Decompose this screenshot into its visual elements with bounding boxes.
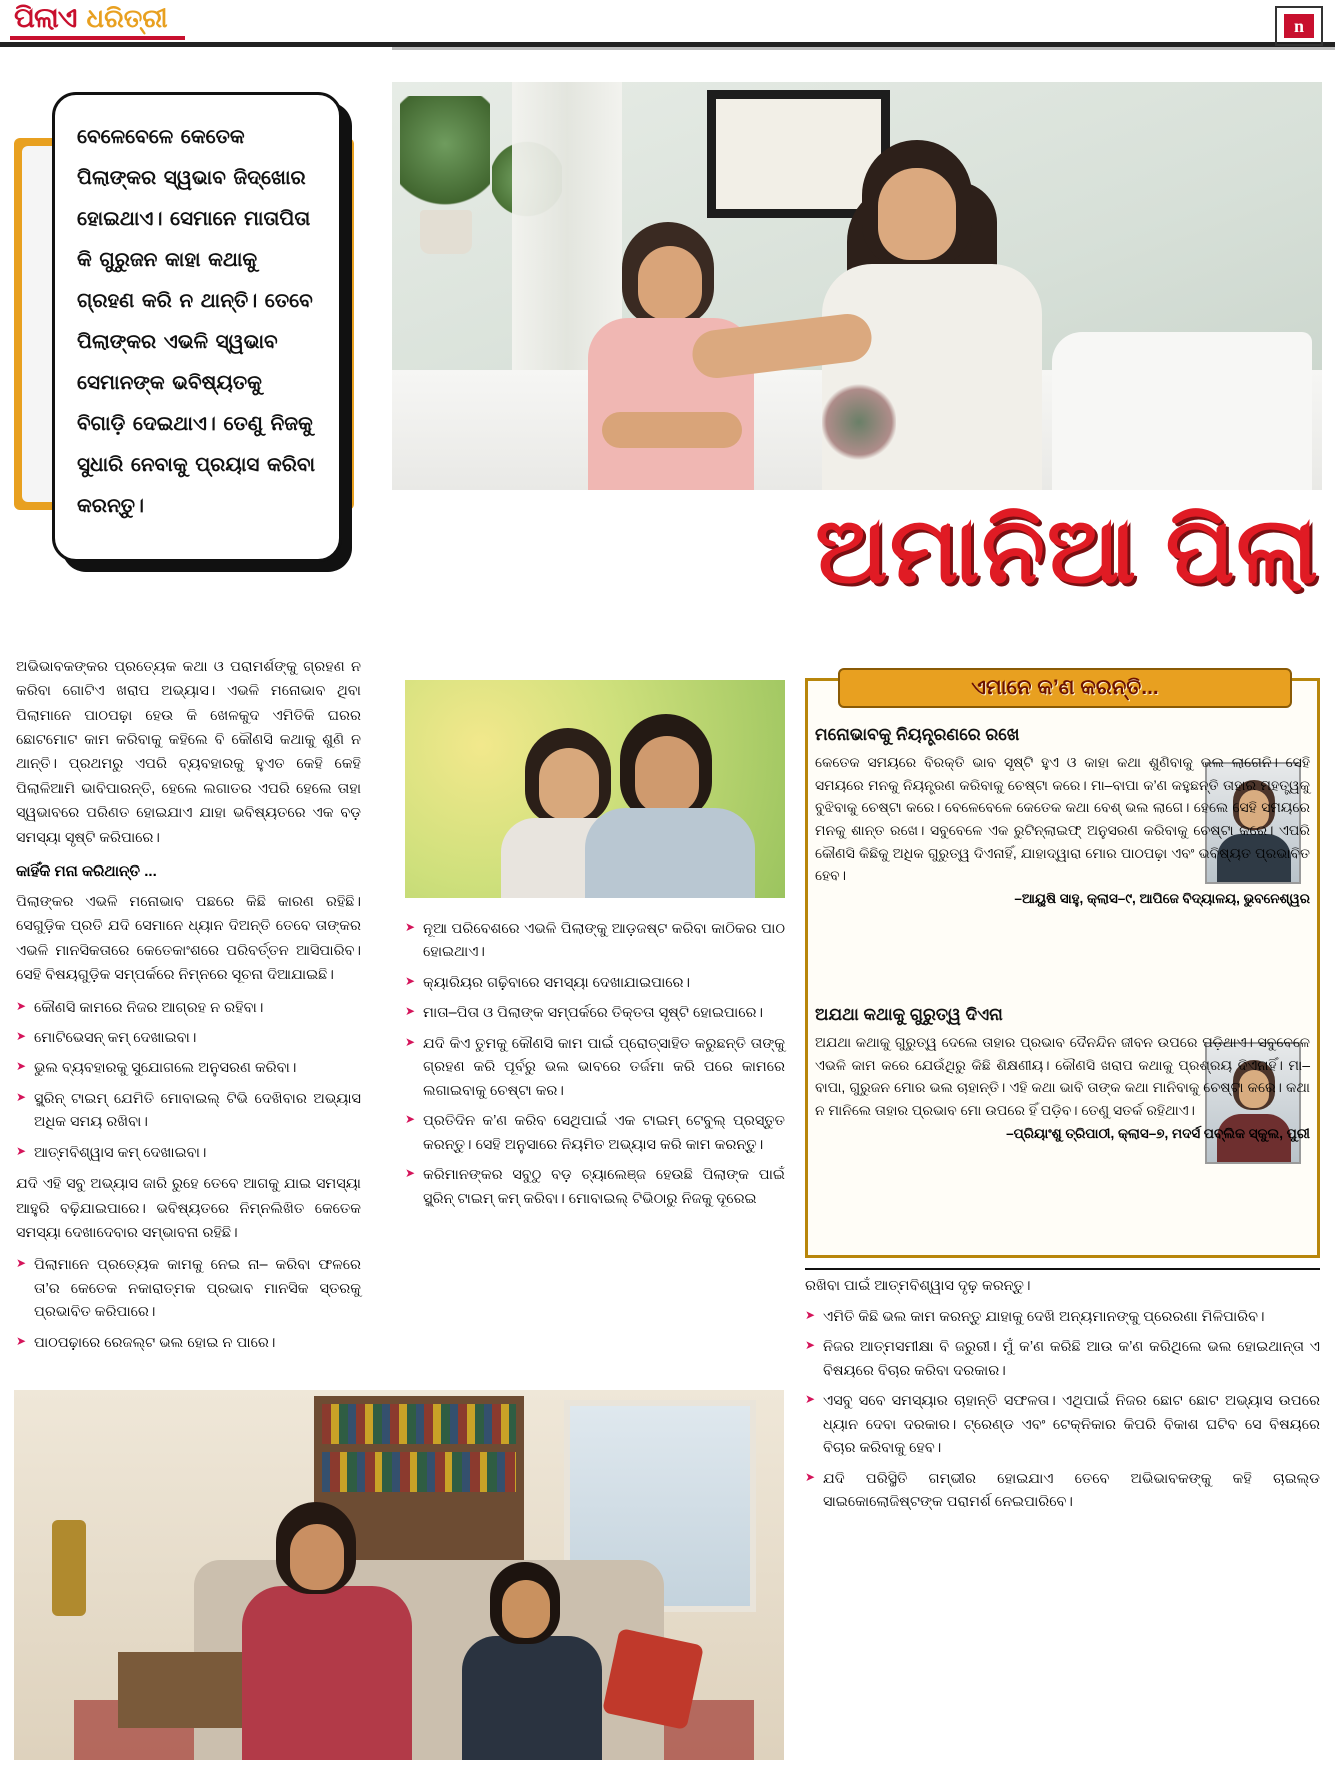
hero-pot bbox=[420, 210, 472, 254]
list-item: ➤ କ୍ୟାରିୟର ଗଢ଼ିବାରେ ସମସ୍ୟା ଦେଖାଯାଇପାରେ। bbox=[405, 972, 785, 995]
list-item: ➤ ପିଲାମାନେ ପ୍ରତ୍ୟେକ କାମକୁ ନେଇ ନା– କରିବା ଫଳରେ ତା’ର କେତେକ ନକାରାତ୍ମକ ପ୍ରଭାବ ମାନସିକ ସ୍ତରକୁ ପ୍ରଭାବିତ କରିପାରେ। bbox=[16, 1254, 361, 1324]
hero-photo-mother-scolding-daughter bbox=[392, 82, 1322, 490]
middle-adult-face bbox=[635, 736, 699, 814]
masthead-rule-secondary bbox=[392, 47, 1335, 50]
bottom-books-row-2 bbox=[322, 1452, 516, 1492]
quote-2-attribution: –ପ୍ରିୟାଂଶୁ ତ୍ରିପାଠୀ, କ୍ଲାସ–୭, ମଦର୍ସ ପବ୍ଲିକ ସ୍କୁଲ, ପୁରୀ bbox=[1006, 1125, 1310, 1141]
list-item: ➤ ଯଦି ପରିସ୍ଥିତି ଗମ୍ଭୀର ହୋଇଯାଏ ତେବେ ଅଭିଭାବକଙ୍କୁ କହି ଚାଇଲ୍ଡ ସାଇକୋଲୋଜିଷ୍ଟଙ୍କ ପରାମର୍ଶ ନେଇପାରିବେ। bbox=[805, 1468, 1320, 1515]
list-item: ➤ ପ୍ରତିଦିନ କ’ଣ କରିବ ସେଥିପାଇଁ ଏକ ଟାଇମ୍‌ ଟେବୁଲ୍‌ ପ୍ରସ୍ତୁତ କରନ୍ତୁ। ସେହି ଅନୁସାରେ ନିୟମିତ ଅଭ୍ୟାସ କରି କାମ କରନ୍ତୁ। bbox=[405, 1110, 785, 1157]
list-item: ➤ ଭୁଲ ବ୍ୟବହାରକୁ ସୁଯୋଗଲେ ଅନୁସରଣ କରିବା। bbox=[16, 1057, 361, 1080]
intro-box bbox=[52, 92, 342, 562]
list-item: ➤ ଯଦି କିଏ ତୁମକୁ କୌଣସି କାମ ପାଇଁ ପ୍ରୋତ୍ସାହିତ କରୁଛନ୍ତି ତାଙ୍କୁ ଗ୍ରହଣ କରି ପୂର୍ବରୁ ଭଲ ଭାବରେ ତର୍ଜମା କରି ପରେ କାମରେ ଲଗାଇବାକୁ ଚେଷ୍ଟା କର। bbox=[405, 1033, 785, 1103]
sidebar-quote-1 bbox=[815, 725, 1310, 907]
intro-callout bbox=[14, 80, 364, 530]
list-item: ➤ ପାଠପଢ଼ାରେ ରେଜଲ୍ଟ ଭଲ ହୋଇ ନ ପାରେ। bbox=[16, 1332, 361, 1355]
left-subheading: କାହିଁକି ମନା କରିଥାନ୍ତି ... bbox=[16, 862, 157, 880]
bottom-right-lead: ରଖିବା ପାଇଁ ଆତ୍ମବିଶ୍ୱାସ ଦୃଢ଼ କରନ୍ତୁ। bbox=[805, 1278, 1031, 1294]
left-paragraph-1: ଅଭିଭାବକଙ୍କର ପ୍ରତ୍ୟେକ କଥା ଓ ପରାମର୍ଶଙ୍କୁ ଗ୍ରହଣ ନ କରିବା ଗୋଟିଏ ଖରାପ ଅଭ୍ୟାସ। ଏଭଳି ମନୋଭାବ ଥିବା ପିଲାମାନେ ପାଠପଢ଼ା ହେଉ କି ଖେଳକୁଦ ଏମିତିକି ଘରର ଛୋଟମୋଟ କାମ କରିବାକୁ କହିଲେ ବି କୌଣସି କଥାକୁ ଶୁଣି ନ ଥାନ୍ତି। ପ୍ରଥମରୁ ଏପରି ବ୍ୟବହାରକୁ ହୁଏତ କେହି କେହି ପିଲାଳିଆମି ଭାବିପାରନ୍ତି, ହେଲେ ଲଗାତର ଏପରି ହେଲେ ତାହା ସ୍ୱଭାବରେ ପରିଣତ ହୋଇଯାଏ ଯାହା ଭବିଷ୍ୟତରେ ଏକ ବଡ଼ ସମସ୍ୟା ସୃଷ୍ଟି କରିପାରେ। bbox=[16, 659, 361, 846]
list-item: ➤ ଆତ୍ମବିଶ୍ୱାସ କମ୍‌ ଦେଖାଇବା। bbox=[16, 1142, 361, 1165]
list-item: ➤ ମାତା–ପିତା ଓ ପିଲାଙ୍କ ସମ୍ପର୍କରେ ତିକ୍ତତା ସୃଷ୍ଟି ହୋଇପାରେ। bbox=[405, 1002, 785, 1025]
logo-secondary-text: ଧରିତ୍ରୀ bbox=[86, 3, 168, 33]
article-middle-column bbox=[405, 918, 785, 1218]
sidebar-title-banner: ଏମାନେ କ’ଣ କରନ୍ତି... bbox=[838, 668, 1292, 708]
bottom-cushion bbox=[602, 1628, 704, 1730]
quote-1-text: କେତେକ ସମୟରେ ବିରକ୍ତି ଭାବ ସୃଷ୍ଟି ହୁଏ ଓ କାହା କଥା ଶୁଣିବାକୁ ଭଲ ଲାଗେନି। ସେହି ସମୟରେ ମନକୁ ନିୟନ୍ତ୍ରଣ କରିବାକୁ ଚେଷ୍ଟା କରେ। ମା–ବାପା କ’ଣ କହୁଛନ୍ତି ତାହାର ମହତ୍ତ୍ୱକୁ ବୁଝିବାକୁ ଚେଷ୍ଟା କରେ। ବେଳେବେଳେ କେତେକ କଥା ବେଶ୍‌ ଭଲ ଲାଗେ। ହେଲେ ସେହି ସମୟରେ ମନକୁ ଶାନ୍ତ ରଖେ। ସବୁବେଳେ ଏକ ରୁଟିନ୍‌ଲାଇଫ୍‌ ଅନୁସରଣ କରିବାକୁ ଚେଷ୍ଟା କରେ। ଏପରି କୌଣସି କିଛିକୁ ଅଧିକ ଗୁରୁତ୍ୱ ଦିଏନାହିଁ, ଯାହାଦ୍ୱାରା ମୋର ପାଠପଢ଼ା ଏବଂ ଭବିଷ୍ୟତ ପ୍ରଭାବିତ ହେବ। bbox=[815, 754, 1310, 884]
article-left-column bbox=[16, 655, 361, 1362]
bottom-right-bullet-list bbox=[805, 1306, 1320, 1515]
bottom-lamp-icon bbox=[52, 1520, 86, 1616]
logo-underline bbox=[10, 36, 185, 40]
quote-1-attribution: –ଆୟୁଷି ସାହୁ, କ୍ଲାସ–୯, ଆପିଜେ ବିଦ୍ୟାଳୟ, ଭୁବନେଶ୍ୱର bbox=[1014, 891, 1310, 907]
bottom-books-row-1 bbox=[322, 1404, 516, 1444]
hero-plant-icon bbox=[400, 96, 490, 216]
masthead bbox=[0, 0, 1335, 52]
hero-child-face bbox=[638, 246, 702, 320]
logo-primary-text: ପିଲାଏ bbox=[14, 2, 77, 33]
left-paragraph-3: ଯଦି ଏହି ସବୁ ଅଭ୍ୟାସ ଜାରି ରୁହେ ତେବେ ଆଗକୁ ଯାଇ ସମସ୍ୟା ଆହୁରି ବଢ଼ିଯାଇପାରେ। ଭବିଷ୍ୟତରେ ନିମ୍ନଲିଖିତ କେତେକ ସମସ୍ୟା ଦେଖାଦେବାର ସମ୍ଭାବନା ରହିଛି। bbox=[16, 1176, 361, 1242]
hero-adult-face bbox=[878, 168, 956, 260]
bottom-right-divider bbox=[805, 1268, 1320, 1270]
left-bullet-list-2 bbox=[16, 1254, 361, 1355]
middle-adult-body bbox=[585, 808, 755, 898]
sidebar-quote-2 bbox=[815, 1005, 1310, 1142]
quote-2-heading: ଅଯଥା କଥାକୁ ଗୁରୁତ୍ୱ ଦିଏନା bbox=[815, 1005, 1003, 1024]
list-item: ➤ ନୂଆ ପରିବେଶରେ ଏଭଳି ପିଲାଙ୍କୁ ଆଡ଼ଜଷ୍ଟ କରିବା କାଠିକର ପାଠ ହୋଇଥାଏ। bbox=[405, 918, 785, 965]
corner-mark-letter: n bbox=[1284, 14, 1314, 38]
article-bottom-right-column bbox=[805, 1275, 1320, 1522]
page-title: ଅମାନିଆ ପିଲା bbox=[815, 500, 1320, 602]
corner-mark-box bbox=[1275, 6, 1323, 46]
quote-2-text: ଅଯଥା କଥାକୁ ଗୁରୁତ୍ୱ ଦେଲେ ତାହାର ପ୍ରଭାବ ଦୈନନ୍ଦିନ ଜୀବନ ଉପରେ ପଡ଼ିଥାଏ। ସବୁବେଳେ ଏଭଳି କାମ କରେ ଯେଉଁଥିରୁ କିଛି ଶିକ୍ଷଣୀୟ। କୌଣସି ଖରାପ କଥାକୁ ପ୍ରଶ୍ରୟ ଦିଏନାହିଁ। ମା–ବାପା, ଗୁରୁଜନ ମୋର ଭଲ ଚାହାନ୍ତି। ଏହି କଥା ଭାବି ତାଙ୍କ କଥା ମାନିବାକୁ ଚେଷ୍ଟା କରେ। କଥା ନ ମାନିଲେ ତାହାର ପ୍ରଭାବ ମୋ ଉପରେ ହିଁ ପଡ଼ିବ। ତେଣୁ ସତର୍କ ରହିଥାଏ। bbox=[815, 1034, 1310, 1119]
hero-child-arms bbox=[602, 412, 742, 448]
left-bullet-list-1 bbox=[16, 997, 361, 1166]
bottom-child-face bbox=[502, 1580, 550, 1638]
quote-1-heading: ମନୋଭାବକୁ ନିୟନ୍ତ୍ରଣରେ ରଖେ bbox=[815, 725, 1020, 744]
bottom-photo-mother-and-son-talking bbox=[14, 1390, 784, 1760]
middle-child-face bbox=[539, 748, 599, 820]
bottom-photo-frames bbox=[118, 1652, 248, 1728]
left-paragraph-2: ପିଲାଙ୍କର ଏଭଳି ମନୋଭାବ ପଛରେ କିଛି କାରଣ ରହିଛି। ସେଗୁଡ଼ିକ ପ୍ରତି ଯଦି ସେମାନେ ଧ୍ୟାନ ଦିଅନ୍ତି ତେବେ ତାଙ୍କର ଏଭଳି ମାନସିକତାରେ କେତେକାଂଶରେ ପରିବର୍ତ୍ତନ ଆସିପାରିବ। ସେହି ବିଷୟଗୁଡ଼ିକ ସମ୍ପର୍କରେ ନିମ୍ନରେ ସୂଚନା ଦିଆଯାଇଛି। bbox=[16, 894, 361, 984]
list-item: ➤ ନିଜର ଆତ୍ମସମୀକ୍ଷା ବି ଜରୁରୀ। ମୁଁ କ’ଣ କରିଛି ଆଉ କ’ଣ କରିଥିଲେ ଭଲ ହୋଇଥାନ୍ତା ଏ ବିଷୟରେ ବିଚାର କରିବା ଦରକାର। bbox=[805, 1336, 1320, 1383]
list-item: ➤ ଏମିତି କିଛି ଭଲ କାମ କରନ୍ତୁ ଯାହାକୁ ଦେଖି ଅନ୍ୟମାନଙ୍କୁ ପ୍ରେରଣା ମିଳିପାରିବ। bbox=[805, 1306, 1320, 1329]
list-item: ➤ ମୋଟିଭେସନ୍‌ କମ୍‌ ଦେଖାଇବା। bbox=[16, 1027, 361, 1050]
list-item: ➤ ଏସବୁ ସବେ ସମସ୍ୟାର ଚାହାନ୍ତି ସଫଳତା। ଏଥିପାଇଁ ନିଜର ଛୋଟ ଛୋଟ ଅଭ୍ୟାସ ଉପରେ ଧ୍ୟାନ ଦେବା ଦରକାର। ଟ୍ରେଣ୍ଡ ଏବଂ ଟେକ୍ନିକାର କିପରି ବିକାଶ ଘଟିବ ସେ ବିଷୟରେ ବିଚାର କରିବାକୁ ହେବ। bbox=[805, 1390, 1320, 1460]
middle-bullet-list bbox=[405, 918, 785, 1211]
hero-pillow bbox=[1052, 332, 1312, 490]
list-item: ➤ କୌଣସି କାମରେ ନିଜର ଆଗ୍ରହ ନ ରହିବା। bbox=[16, 997, 361, 1020]
hero-tattoo bbox=[822, 382, 896, 462]
intro-text: ବେଳେବେଳେ କେତେକ ପିଲାଙ୍କର ସ୍ୱଭାବ ଜିଦ୍‌ଖୋର ହୋଇଥାଏ। ସେମାନେ ମାତାପିତା କି ଗୁରୁଜନ କାହା କଥାକୁ ଗ୍ରହଣ କରି ନ ଥାନ୍ତି। ତେବେ ପିଲାଙ୍କର ଏଭଳି ସ୍ୱଭାବ ସେମାନଙ୍କ ଭବିଷ୍ୟତକୁ ବିଗାଡ଼ି ଦେଇଥାଏ। ତେଣୁ ନିଜକୁ ସୁଧାରି ନେବାକୁ ପ୍ରୟାସ କରିବା କରନ୍ତୁ। bbox=[77, 126, 316, 517]
list-item: ➤ କରିମାନଙ୍କର ସବୁଠୁ ବଡ଼ ଚ୍ୟାଲେଞ୍ଜ ହେଉଛି ପିଲାଙ୍କ ପାଇଁ ସ୍କ୍ରିନ୍‌ ଟାଇମ୍‌ କମ୍‌ କରିବା। ମୋବାଇଲ୍‌ ଟିଭିଠାରୁ ନିଜକୁ ଦୂରେଇ bbox=[405, 1164, 785, 1211]
list-item: ➤ ସ୍କ୍ରିନ୍‌ ଟାଇମ୍‌ ଯେମିତି ମୋବାଇଲ୍‌ ଟିଭି ଦେଖିବାର ଅଭ୍ୟାସ ଅଧିକ ସମୟ ରଖିବା। bbox=[16, 1088, 361, 1135]
publication-logo bbox=[14, 2, 168, 35]
bottom-child-body bbox=[462, 1636, 602, 1760]
middle-photo-mother-and-daughter-smiling bbox=[405, 680, 785, 898]
bottom-adult-body bbox=[242, 1586, 412, 1760]
bottom-adult-face bbox=[290, 1524, 344, 1590]
